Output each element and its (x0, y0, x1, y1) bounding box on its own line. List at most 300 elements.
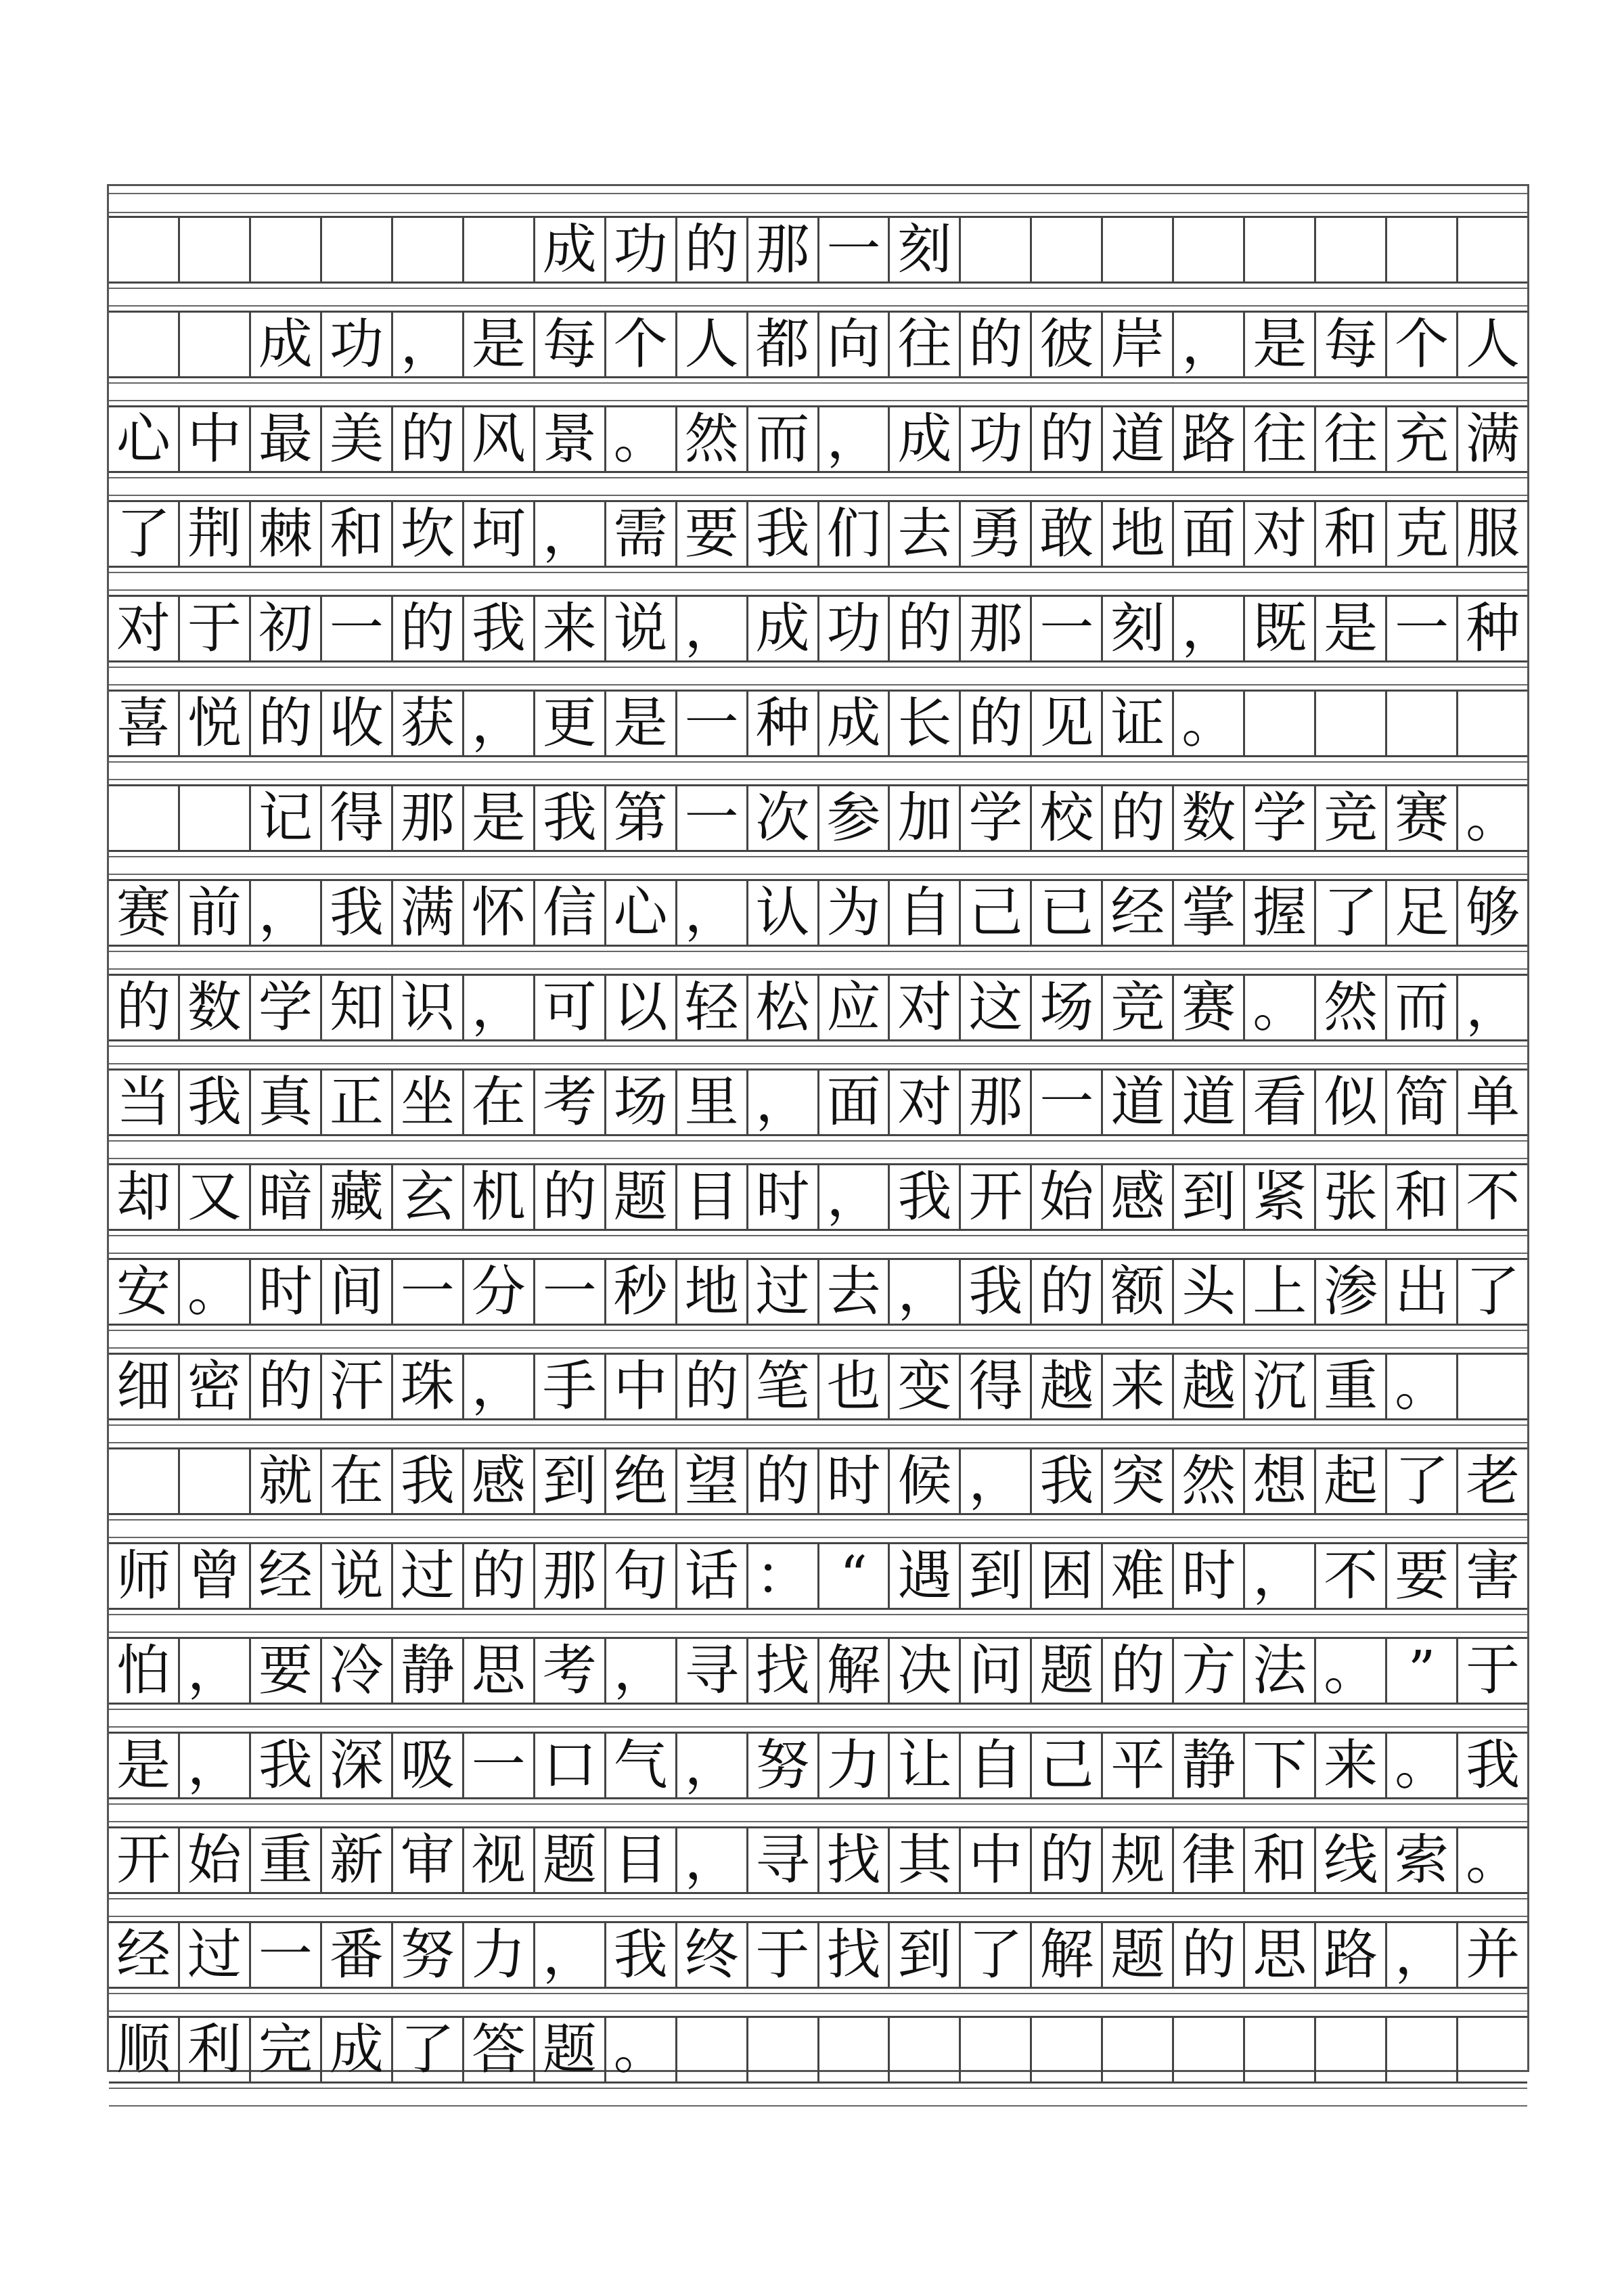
grid-cell: 数 (180, 976, 251, 1039)
grid-cell: 我 (393, 1449, 464, 1513)
grid-cell (1245, 218, 1316, 282)
grid-cell: 的 (1103, 1639, 1174, 1703)
grid-cell: 努 (393, 1923, 464, 1987)
grid-cell: 成 (535, 218, 606, 282)
grid-cell (1316, 692, 1387, 755)
grid-cell: 岸 (1103, 313, 1174, 376)
grid-row (109, 595, 1527, 662)
grid-cell: 的 (1032, 1828, 1103, 1892)
grid-cell: 赛 (1387, 786, 1458, 850)
grid-cell: 额 (1103, 1260, 1174, 1324)
grid-cell: ， (677, 881, 748, 945)
grid-cell: 出 (1387, 1260, 1458, 1324)
grid-row (109, 1068, 1527, 1136)
grid-cell: 题 (606, 1165, 677, 1229)
grid-cell: 前 (180, 881, 251, 945)
grid-spacer-strip (109, 382, 1527, 401)
grid-cell: 题 (1032, 1639, 1103, 1703)
grid-cell: 感 (1103, 1165, 1174, 1229)
grid-cell: 次 (748, 786, 819, 850)
grid-cell (1032, 218, 1103, 282)
grid-cell: 也 (819, 1355, 890, 1418)
grid-cell: 一 (819, 218, 890, 282)
grid-row (109, 1163, 1527, 1231)
grid-cell: 说 (322, 1544, 393, 1608)
grid-cell: 分 (464, 1260, 535, 1324)
grid-cell: 都 (748, 313, 819, 376)
grid-cell: 新 (322, 1828, 393, 1892)
grid-cell: 那 (748, 218, 819, 282)
grid-cell: 正 (322, 1071, 393, 1134)
grid-cell: 头 (1174, 1260, 1245, 1324)
grid-cell: 人 (677, 313, 748, 376)
grid-cell: 在 (464, 1071, 535, 1134)
grid-cell: 下 (1245, 1734, 1316, 1797)
grid-cell: 我 (961, 1260, 1032, 1324)
grid-cell: 对 (1245, 502, 1316, 566)
grid-cell: 往 (1316, 407, 1387, 471)
grid-spacer-strip (109, 193, 1527, 213)
grid-cell: 找 (819, 1923, 890, 1987)
grid-cell: 那 (535, 1544, 606, 1608)
grid-cell: 更 (535, 692, 606, 755)
grid-cell: 上 (1245, 1260, 1316, 1324)
grid-cell: 题 (1103, 1923, 1174, 1987)
grid-cell: 道 (1174, 1071, 1245, 1134)
grid-cell: 沉 (1245, 1355, 1316, 1418)
grid-cell (890, 2018, 961, 2081)
grid-cell: 于 (1466, 1639, 1520, 1702)
grid-cell: 密 (180, 1355, 251, 1418)
grid-cell (464, 218, 535, 282)
grid-cell: 一 (464, 1734, 535, 1797)
grid-cell: 开 (109, 1828, 180, 1892)
grid-cell: 是 (1316, 597, 1387, 660)
grid-cell (1458, 692, 1527, 755)
grid-cell: 找 (819, 1828, 890, 1892)
grid-cell: 到 (1174, 1165, 1245, 1229)
grid-spacer-strip (109, 856, 1527, 875)
grid-cell: 成 (819, 692, 890, 755)
grid-cell: 细 (109, 1355, 180, 1418)
grid-cell: 得 (322, 786, 393, 850)
grid-cell: 困 (1032, 1544, 1103, 1608)
grid-cell: 得 (961, 1355, 1032, 1418)
grid-cell: 的 (748, 1449, 819, 1513)
grid-cell: 对 (890, 976, 961, 1039)
grid-cell: 了 (393, 2018, 464, 2081)
grid-cell: 变 (890, 1355, 961, 1418)
grid-cell: 心 (109, 407, 180, 471)
grid-cell: 机 (464, 1165, 535, 1229)
grid-cell: 去 (819, 1260, 890, 1324)
grid-cell: 口 (535, 1734, 606, 1797)
grid-cell: 笔 (748, 1355, 819, 1418)
grid-cell: 风 (464, 407, 535, 471)
grid-cell (1316, 2018, 1387, 2081)
grid-cell: 的 (535, 1165, 606, 1229)
grid-cell: 坐 (393, 1071, 464, 1134)
grid-cell: 到 (890, 1923, 961, 1987)
grid-cell: 努 (748, 1734, 819, 1797)
grid-cell: 校 (1032, 786, 1103, 850)
grid-cell: 中 (606, 1355, 677, 1418)
grid-cell: 了 (961, 1923, 1032, 1987)
grid-cell: 重 (251, 1828, 322, 1892)
grid-cell: 的 (961, 313, 1032, 376)
grid-cell: 而 (1387, 976, 1458, 1039)
grid-cell: ， (1245, 1544, 1316, 1608)
grid-cell: 那 (393, 786, 464, 850)
grid-cell: 寻 (677, 1639, 748, 1703)
grid-cell: 一 (251, 1923, 322, 1987)
grid-cell: ， (535, 1923, 606, 1987)
grid-cell: 的 (1174, 1923, 1245, 1987)
grid-cell: 。 (1466, 1828, 1520, 1891)
grid-cell: 真 (251, 1071, 322, 1134)
grid-cell: 荆 (180, 502, 251, 566)
grid-cell (1032, 2018, 1103, 2081)
grid-cell: 功 (961, 407, 1032, 471)
grid-row (109, 1637, 1527, 1705)
grid-spacer-strip (109, 1424, 1527, 1443)
grid-cell: 怀 (464, 881, 535, 945)
grid-cell: 己 (1032, 1734, 1103, 1797)
grid-cell: 信 (535, 881, 606, 945)
grid-spacer-strip (109, 667, 1527, 685)
grid-cell: 去 (890, 502, 961, 566)
grid-cell: 学 (961, 786, 1032, 850)
grid-cell: 重 (1316, 1355, 1387, 1418)
grid-cell: 找 (748, 1639, 819, 1703)
grid-cell: 掌 (1174, 881, 1245, 945)
grid-cell: 是 (464, 313, 535, 376)
grid-cell: 问 (961, 1639, 1032, 1703)
grid-cell: 法 (1245, 1639, 1316, 1703)
grid-cell: 思 (1245, 1923, 1316, 1987)
grid-cell: 来 (1316, 1734, 1387, 1797)
grid-row (109, 690, 1527, 757)
grid-row (109, 311, 1527, 378)
grid-cell: 悦 (180, 692, 251, 755)
grid-cell: 功 (322, 313, 393, 376)
grid-cell: 长 (890, 692, 961, 755)
grid-cell: 想 (1245, 1449, 1316, 1513)
grid-cell: 审 (393, 1828, 464, 1892)
grid-cell: 望 (677, 1449, 748, 1513)
grid-cell (180, 786, 251, 850)
grid-cell: 单 (1466, 1071, 1520, 1133)
grid-cell (961, 218, 1032, 282)
grid-cell: ， (535, 502, 606, 566)
grid-cell: 道 (1103, 407, 1174, 471)
grid-cell: ， (393, 313, 464, 376)
grid-cell: ， (1174, 597, 1245, 660)
grid-cell: 了 (1316, 881, 1387, 945)
grid-cell: 害 (1466, 1544, 1520, 1607)
grid-cell: 力 (819, 1734, 890, 1797)
grid-row (109, 405, 1527, 473)
grid-cell: ， (819, 407, 890, 471)
grid-cell (1245, 692, 1316, 755)
grid-row (109, 1353, 1527, 1420)
grid-cell: 规 (1103, 1828, 1174, 1892)
grid-cell (180, 1449, 251, 1513)
grid-cell: ， (819, 1165, 890, 1229)
grid-cell: 张 (1316, 1165, 1387, 1229)
grid-cell: 和 (1245, 1828, 1316, 1892)
grid-cell: ， (180, 1639, 251, 1703)
grid-cell: 遇 (890, 1544, 961, 1608)
grid-cell: 认 (748, 881, 819, 945)
grid-cell: 棘 (251, 502, 322, 566)
grid-cell: 渗 (1316, 1260, 1387, 1324)
grid-cell: ， (251, 881, 322, 945)
grid-cell: 答 (464, 2018, 535, 2081)
grid-spacer-strip (109, 1519, 1527, 1538)
grid-cell: 一 (1387, 597, 1458, 660)
grid-cell: 敢 (1032, 502, 1103, 566)
grid-cell: 玄 (393, 1165, 464, 1229)
grid-cell: 要 (1387, 1544, 1458, 1608)
grid-cell: 难 (1103, 1544, 1174, 1608)
grid-cell: 既 (1245, 597, 1316, 660)
grid-cell (748, 2018, 819, 2081)
grid-cell: 静 (393, 1639, 464, 1703)
grid-cell: 成 (890, 407, 961, 471)
grid-cell: 的 (464, 1544, 535, 1608)
grid-cell: 要 (251, 1639, 322, 1703)
grid-cell: ， (677, 597, 748, 660)
grid-cell (1458, 1355, 1527, 1418)
grid-row (109, 1732, 1527, 1799)
grid-cell: 开 (961, 1165, 1032, 1229)
grid-cell: 了 (1387, 1449, 1458, 1513)
grid-cell: 利 (180, 2018, 251, 2081)
grid-cell: 。 (180, 1260, 251, 1324)
grid-cell: 竞 (1103, 976, 1174, 1039)
grid-cell (180, 218, 251, 282)
grid-cell: 刻 (890, 218, 961, 282)
grid-cell: 就 (251, 1449, 322, 1513)
grid-cell: 然 (677, 407, 748, 471)
grid-cell: ， (961, 1449, 1032, 1513)
grid-cell: 是 (1245, 313, 1316, 376)
grid-cell: 索 (1387, 1828, 1458, 1892)
grid-cell: 数 (1174, 786, 1245, 850)
grid-cell: 场 (606, 1071, 677, 1134)
grid-cell: 寻 (748, 1828, 819, 1892)
grid-cell: 番 (322, 1923, 393, 1987)
grid-spacer-strip (109, 1898, 1527, 1917)
grid-cell: 和 (1316, 502, 1387, 566)
grid-cell: 我 (1032, 1449, 1103, 1513)
grid-cell (1103, 2018, 1174, 2081)
grid-cell (961, 2018, 1032, 2081)
grid-cell: 和 (1387, 1165, 1458, 1229)
grid-cell: 我 (322, 881, 393, 945)
grid-cell: 的 (890, 597, 961, 660)
grid-cell (1245, 2018, 1316, 2081)
grid-cell: 个 (606, 313, 677, 376)
grid-cell: 证 (1103, 692, 1174, 755)
grid-cell: 经 (251, 1544, 322, 1608)
grid-cell: 面 (819, 1071, 890, 1134)
grid-cell: 中 (961, 1828, 1032, 1892)
grid-cell: 竞 (1316, 786, 1387, 850)
grid-cell: 一 (393, 1260, 464, 1324)
grid-cell: 个 (1387, 313, 1458, 376)
grid-cell: 了 (1466, 1260, 1520, 1323)
grid-cell: 应 (819, 976, 890, 1039)
grid-cell: 我 (464, 597, 535, 660)
grid-cell: 中 (180, 407, 251, 471)
grid-cell: 题 (535, 1828, 606, 1892)
grid-cell: 喜 (109, 692, 180, 755)
grid-cell: 手 (535, 1355, 606, 1418)
grid-cell: 们 (819, 502, 890, 566)
grid-cell: 藏 (322, 1165, 393, 1229)
grid-cell (1458, 2018, 1527, 2081)
grid-spacer-strip (109, 1803, 1527, 1822)
grid-cell: 力 (464, 1923, 535, 1987)
grid-cell: 的 (393, 407, 464, 471)
grid-cell (322, 218, 393, 282)
grid-spacer-strip (109, 572, 1527, 591)
grid-cell: 功 (606, 218, 677, 282)
grid-cell: 。 (1316, 1639, 1387, 1703)
composition-grid-sheet (107, 184, 1529, 2081)
grid-cell: 怕 (109, 1639, 180, 1703)
grid-cell: 往 (1245, 407, 1316, 471)
grid-cell: 然 (1174, 1449, 1245, 1513)
grid-spacer-strip (109, 761, 1527, 780)
grid-row (109, 500, 1527, 568)
grid-cell: 并 (1466, 1923, 1520, 1986)
grid-cell (1387, 218, 1458, 282)
grid-cell: 不 (1316, 1544, 1387, 1608)
grid-cell: 让 (890, 1734, 961, 1797)
grid-cell: 够 (1466, 881, 1520, 944)
grid-cell: 方 (1174, 1639, 1245, 1703)
grid-cell: ” (1387, 1639, 1458, 1703)
grid-cell: 简 (1387, 1071, 1458, 1134)
grid-cell: 已 (1032, 881, 1103, 945)
grid-cell: 平 (1103, 1734, 1174, 1797)
grid-cell: 轻 (677, 976, 748, 1039)
grid-cell: 见 (1032, 692, 1103, 755)
grid-cell: 赛 (109, 881, 180, 945)
grid-cell: 自 (890, 881, 961, 945)
grid-cell: 静 (1174, 1734, 1245, 1797)
grid-cell: 学 (251, 976, 322, 1039)
grid-row (109, 879, 1527, 947)
grid-cell: 的 (251, 692, 322, 755)
grid-cell (1387, 692, 1458, 755)
grid-cell: 己 (961, 881, 1032, 945)
grid-cell: 而 (748, 407, 819, 471)
grid-cell: 考 (535, 1071, 606, 1134)
grid-cell: 我 (251, 1734, 322, 1797)
grid-cell: 思 (464, 1639, 535, 1703)
grid-cell: 似 (1316, 1071, 1387, 1134)
grid-cell: ， (180, 1734, 251, 1797)
grid-cell: 题 (535, 2018, 606, 2081)
grid-cell: 时 (748, 1165, 819, 1229)
grid-cell: 一 (322, 597, 393, 660)
grid-cell: 功 (819, 597, 890, 660)
grid-cell: 线 (1316, 1828, 1387, 1892)
grid-cell (1458, 218, 1527, 282)
grid-spacer-strip (109, 1709, 1527, 1728)
grid-cell: 了 (109, 502, 180, 566)
grid-cell: 我 (748, 502, 819, 566)
grid-cell: 老 (1466, 1449, 1520, 1512)
grid-cell: 服 (1466, 502, 1520, 565)
grid-cell: ， (1174, 313, 1245, 376)
grid-cell: 时 (819, 1449, 890, 1513)
grid-cell: 吸 (393, 1734, 464, 1797)
grid-cell: 时 (251, 1260, 322, 1324)
grid-cell: 说 (606, 597, 677, 660)
grid-cell: 路 (1174, 407, 1245, 471)
grid-cell: 坷 (464, 502, 535, 566)
grid-cell: 往 (890, 313, 961, 376)
grid-spacer-strip (109, 1140, 1527, 1159)
grid-cell: 过 (393, 1544, 464, 1608)
grid-cell: 却 (109, 1165, 180, 1229)
grid-cell: 可 (535, 976, 606, 1039)
grid-cell: 刻 (1103, 597, 1174, 660)
grid-cell: 。 (606, 2018, 677, 2081)
grid-cell: 句 (606, 1544, 677, 1608)
grid-cell: 面 (1174, 502, 1245, 566)
grid-row (109, 1258, 1527, 1326)
grid-cell: 的 (1032, 1260, 1103, 1324)
grid-row (109, 2016, 1527, 2084)
grid-cell: 记 (251, 786, 322, 850)
grid-spacer-strip (109, 1993, 1527, 2012)
grid-cell (1174, 218, 1245, 282)
grid-cell: 勇 (961, 502, 1032, 566)
grid-cell: 要 (677, 502, 748, 566)
grid-spacer-strip (109, 1330, 1527, 1349)
grid-cell: 看 (1245, 1071, 1316, 1134)
grid-cell: ， (748, 1071, 819, 1134)
grid-cell: 足 (1387, 881, 1458, 945)
grid-cell: 律 (1174, 1828, 1245, 1892)
grid-cell: 这 (961, 976, 1032, 1039)
grid-cell (1103, 218, 1174, 282)
grid-cell: 加 (890, 786, 961, 850)
grid-cell: 到 (535, 1449, 606, 1513)
grid-cell: 克 (1387, 502, 1458, 566)
grid-cell: 每 (535, 313, 606, 376)
grid-cell: 完 (251, 2018, 322, 2081)
grid-cell: 满 (393, 881, 464, 945)
grid-cell: 赛 (1174, 976, 1245, 1039)
grid-cell: 解 (1032, 1923, 1103, 1987)
grid-cell: 是 (109, 1734, 180, 1797)
grid-cell: 的 (677, 218, 748, 282)
grid-row (109, 1447, 1527, 1515)
grid-cell: 师 (109, 1544, 180, 1608)
grid-cell (1387, 2018, 1458, 2081)
grid-cell: 。 (606, 407, 677, 471)
grid-cell: 那 (961, 1071, 1032, 1134)
grid-cell: 秒 (606, 1260, 677, 1324)
grid-cell: 考 (535, 1639, 606, 1703)
